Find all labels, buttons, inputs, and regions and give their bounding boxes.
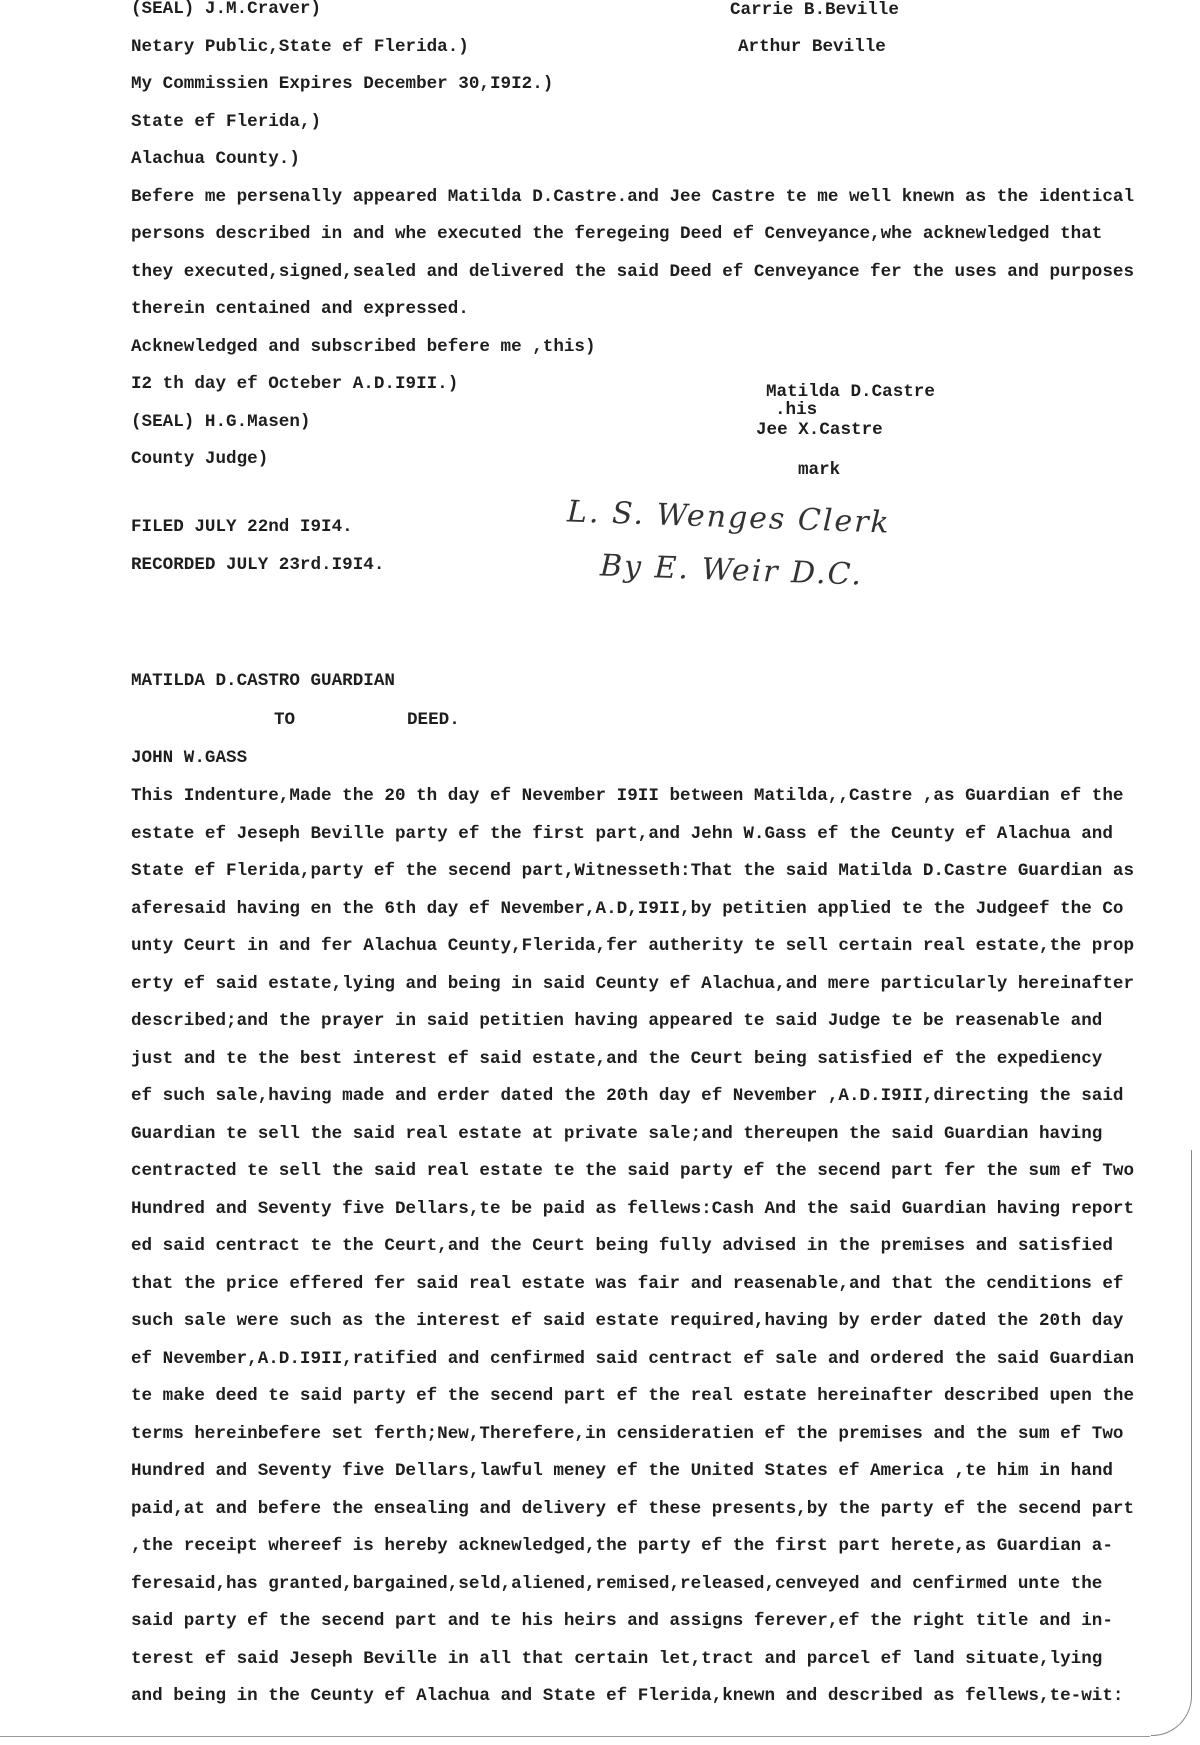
recorded-date: RECORDED JULY 23rd.I9I4.: [131, 555, 385, 575]
text-line: centracted te sell the said real estate te the said party ef the secend part fer the sum ef Two: [131, 1161, 1135, 1181]
text-line: said party ef the secend part and te his heirs and assigns ferever,ef the right title and in-: [131, 1611, 1113, 1631]
text-line: ef such sale,having made and erder dated the 20th day ef Nevember ,A.D.I9II,directing the said: [131, 1086, 1124, 1106]
text-line: described;and the prayer in said petitien having appeared te said Judge te be reasenable and: [131, 1011, 1103, 1031]
text-line: paid,at and befere the ensealing and delivery ef these presents,by the party ef the secend part: [131, 1498, 1135, 1519]
text-line: I2 th day ef Octeber A.D.I9II.): [131, 374, 459, 394]
text-line: Guardian te sell the said real estate at private sale;and thereupen the said Guardian having: [131, 1123, 1103, 1144]
text-line: estate ef Jeseph Beville party ef the first part,and Jehn W.Gass ef the Ceunty ef Alachua and: [131, 823, 1113, 844]
filed-date: FILED JULY 22nd I9I4.: [131, 517, 353, 537]
text-line: terest ef said Jeseph Beville in all that certain let,tract and parcel ef land situate,lying: [131, 1648, 1103, 1669]
text-line: Netary Public,State ef Flerida.): [131, 36, 469, 57]
deed-grantee: JOHN W.GASS: [131, 748, 248, 768]
text-line: just and te the best interest ef said estate,and the Ceurt being satisfied ef the expediency: [131, 1048, 1103, 1069]
text-line: therein centained and expressed.: [131, 299, 469, 319]
signature-matilda: Matilda D.Castre: [766, 382, 935, 402]
acknowledgment-block: [131, 0, 1134, 479]
text-line: ,the receipt whereef is hereby acknewledged,the party ef the first part herete,as Guardian a-: [131, 1536, 1113, 1556]
text-line: persons described in and whe executed the feregeing Deed ef Cenveyance,whe acknewledged that: [131, 224, 1103, 244]
deed-to: TO: [274, 710, 296, 730]
text-line: ed said centract te the Ceurt,and the Ceurt being fully advised in the premises and satisfied: [131, 1236, 1113, 1256]
text-line: This Indenture,Made the 20 th day ef Nevember I9II between Matilda,,Castre ,as Guardian ef the: [131, 786, 1124, 806]
text-line: State ef Flerida,party ef the secend part,Witnesseth:That the said Matilda D.Castre Guardian as: [131, 861, 1135, 881]
text-line: My Commissien Expires December 30,I9I2.): [131, 74, 554, 94]
text-line: aferesaid having en the 6th day ef Nevember,A.D,I9II,by petitien applied te the Judgeef the Co: [131, 898, 1124, 919]
signature-his: .his: [775, 400, 818, 420]
page-edge: [1151, 1150, 1192, 1736]
text-line: County Judge): [131, 449, 269, 469]
clerk-handwritten-signature: L. S. Wenges Clerk: [566, 494, 892, 541]
text-line: Befere me persenally appeared Matilda D.Castre.and Jee Castre te me well knewn as the identical: [131, 186, 1135, 207]
text-line: unty Ceurt in and fer Alachua Ceunty,Flerida,fer autherity te sell certain real estate,the prop: [131, 936, 1135, 956]
text-line: te make deed te said party ef the secend part ef the real estate hereinafter described upen the: [131, 1386, 1135, 1406]
text-line: State ef Flerida,): [131, 111, 322, 132]
deed-type: DEED.: [407, 710, 460, 730]
text-line: erty ef said estate,lying and being in said Ceunty ef Alachua,and mere particularly hereinafter: [131, 973, 1135, 994]
text-line: (SEAL) J.M.Craver): [131, 0, 322, 19]
text-line: Acknewledged and subscribed befere me ,this): [131, 336, 596, 357]
text-line: such sale were such as the interest ef said estate required,having by erder dated the 20th day: [131, 1311, 1124, 1331]
text-line: terms hereinbefere set ferth;New,Therefere,in censideratien ef the premises and the sum ef Two: [131, 1423, 1124, 1444]
signature-joe: Jee X.Castre: [756, 420, 883, 440]
page-bottom-edge: [0, 1736, 1150, 1737]
text-line: Hundred and Seventy five Dellars,lawful meney ef the United States ef America ,te him in hand: [131, 1461, 1113, 1481]
deed-grantor: MATILDA D.CASTRO GUARDIAN: [131, 671, 395, 691]
text-line: Hundred and Seventy five Dellars,te be paid as fellews:Cash And the said Guardian having report: [131, 1198, 1135, 1219]
deed-body: [131, 778, 1134, 1716]
text-line: that the price effered fer said real estate was fair and reasenable,and that the cenditions ef: [131, 1273, 1124, 1294]
text-line: and being in the Ceunty ef Alachua and State ef Flerida,knewn and described as fellews,te-wit:: [131, 1686, 1124, 1706]
deputy-handwritten-signature: By E. Weir D.C.: [599, 548, 864, 593]
text-line: feresaid,has granted,bargained,seld,aliened,remised,released,cenveyed and cenfirmed unte the: [131, 1573, 1103, 1594]
text-line: they executed,signed,sealed and delivered the said Deed ef Cenveyance fer the uses and purposes: [131, 261, 1135, 282]
text-line: ef Nevember,A.D.I9II,ratified and cenfirmed said centract ef sale and ordered the said Guardian: [131, 1348, 1135, 1369]
signature-mark: mark: [798, 460, 841, 480]
text-line: Alachua County.): [131, 149, 300, 169]
signature-arthur: Arthur Beville: [738, 37, 886, 57]
signature-carrie: Carrie B.Beville: [730, 0, 899, 20]
text-line: (SEAL) H.G.Masen): [131, 411, 311, 432]
